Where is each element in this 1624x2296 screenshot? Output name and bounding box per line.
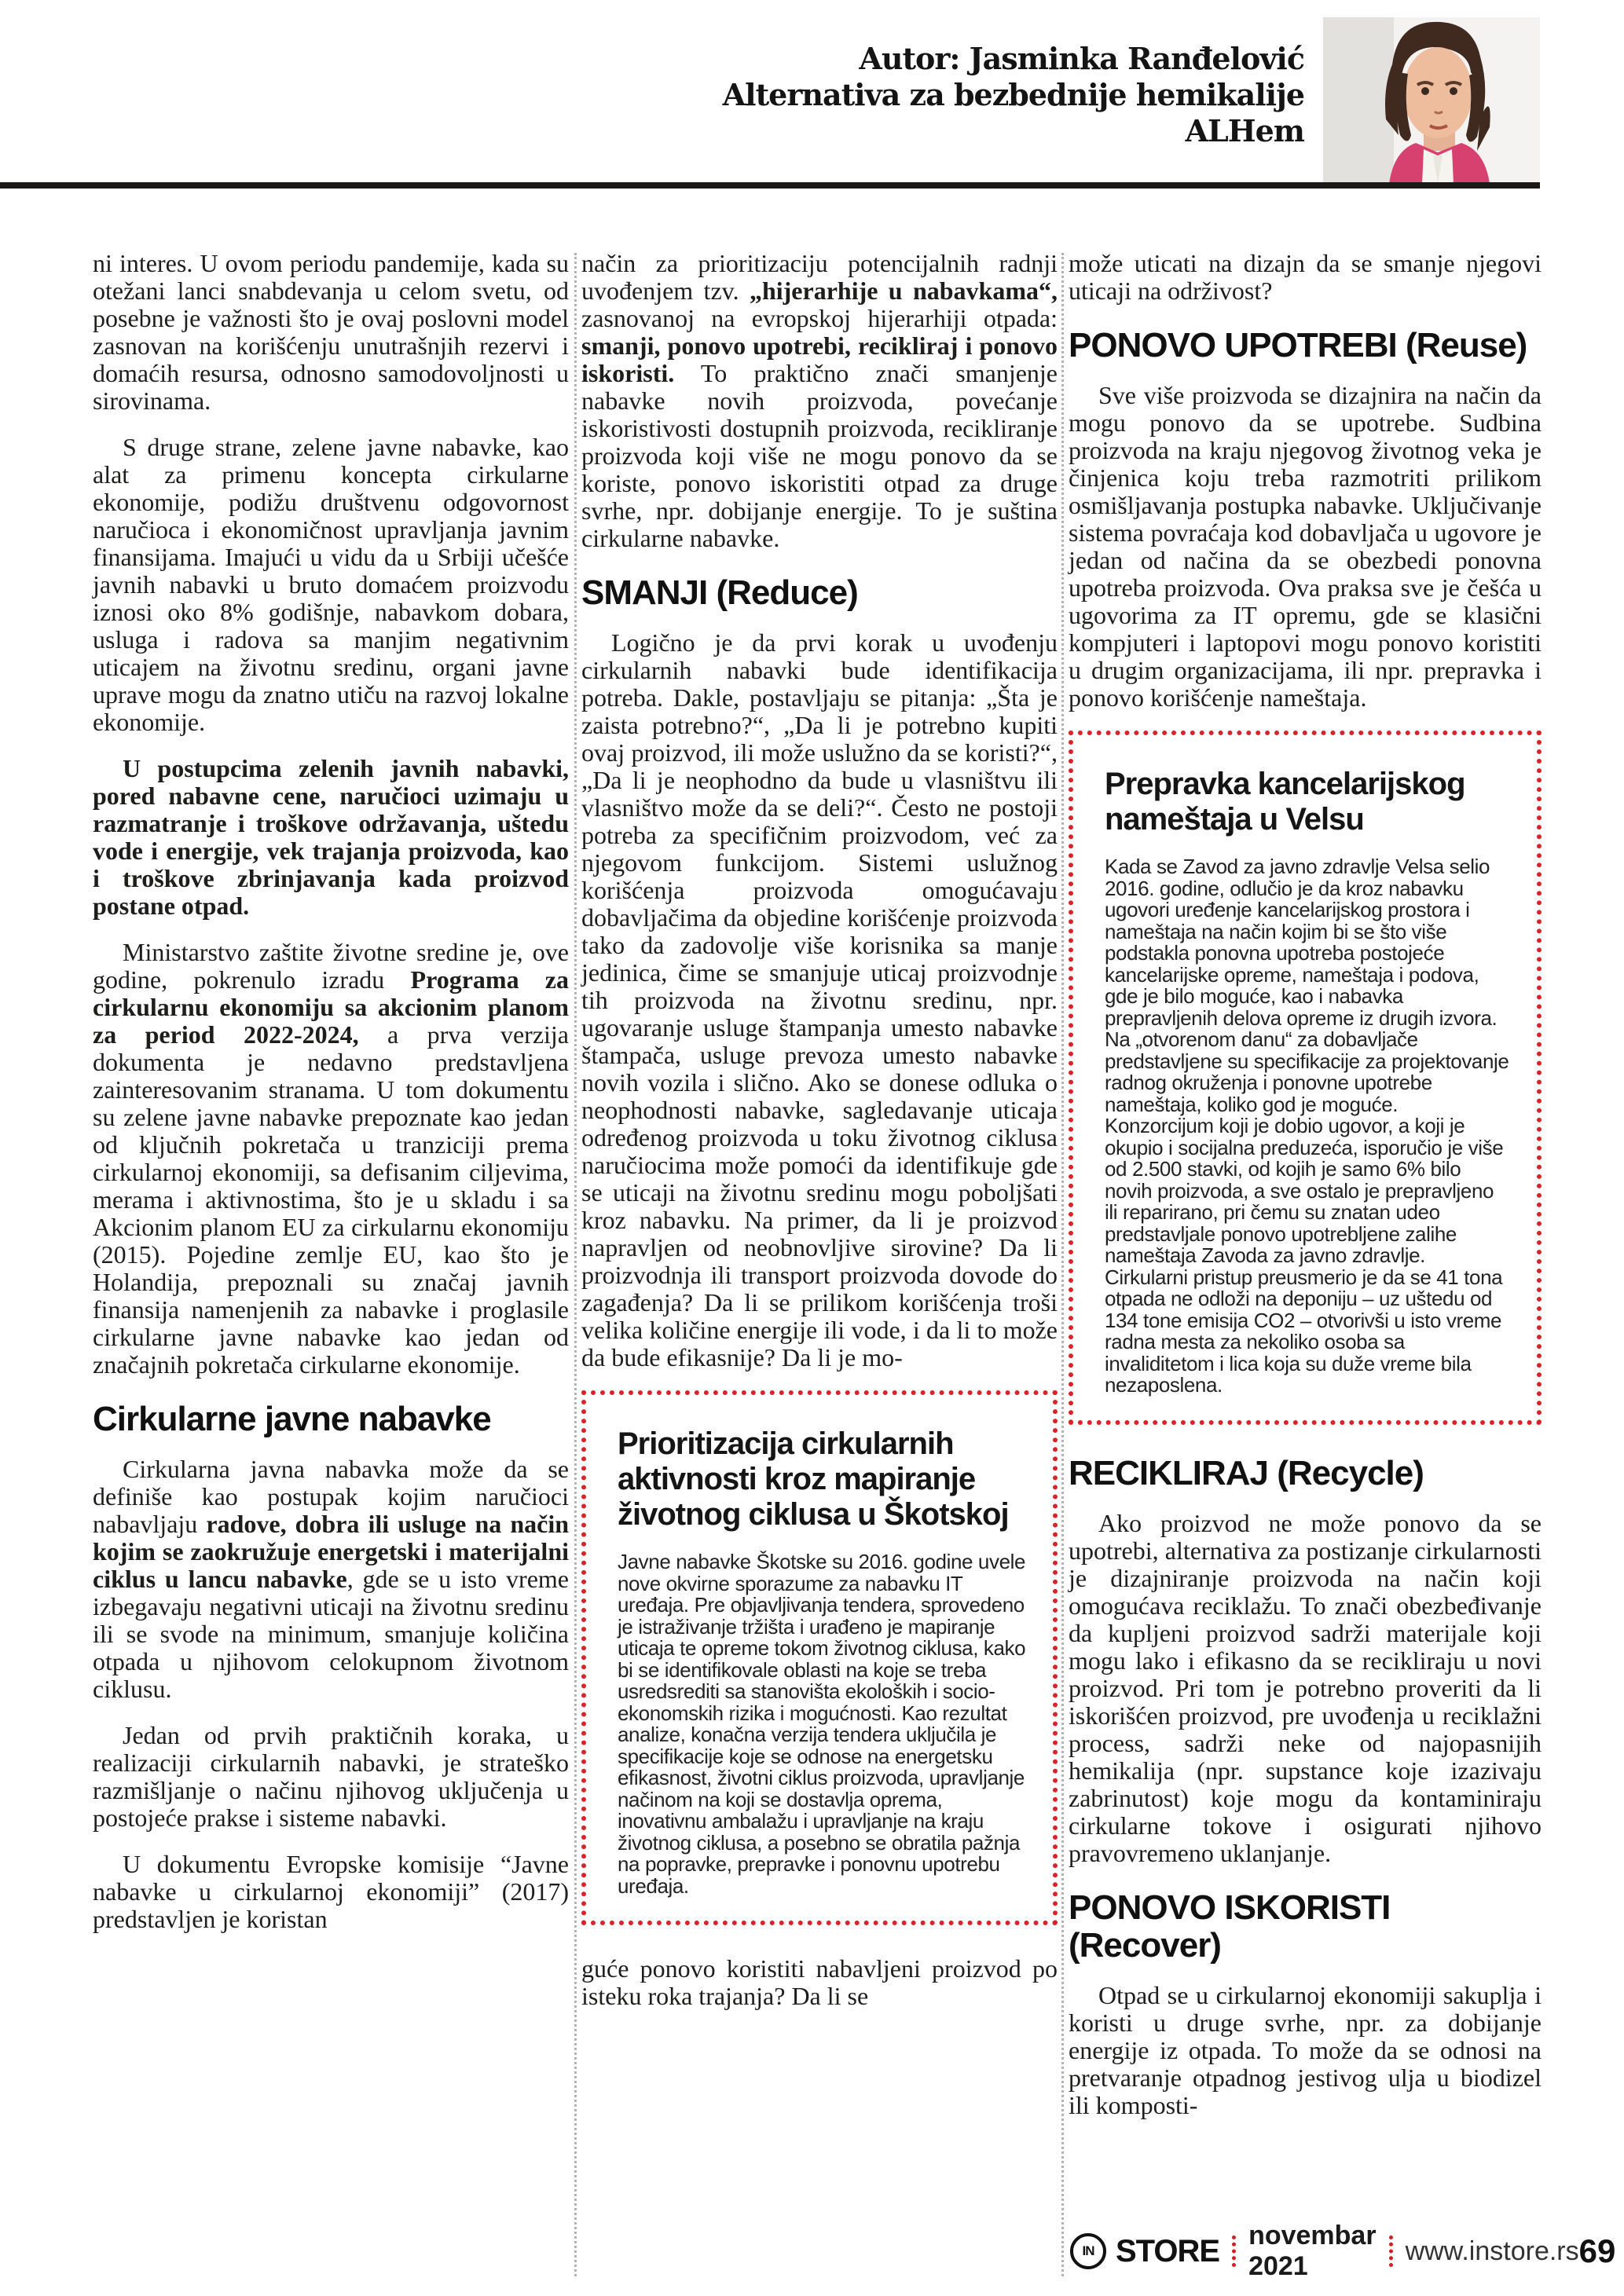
text-run: Sve više proizvoda se dizajnira na način da mogu ponovo da se upotrebe. Sudbina proizvoda na kraju njegovog životnog veka je činjenica koju treba razmotriti prilikom osmišljavanja postupka nabavke. Uključivanje sistema povraćaja kod dobavljača u ugovore je jedan od načina da se obezbedi ponovna upotreba proizvoda. Ova praksa sve je češća u ugovorima za IT opremu, gde se klasični kompjuteri i laptopovi mogu ponovo koristiti u drugim organizacijama, ili npr. prepravka i ponovo korišćenje nameštaja. bbox=[1069, 381, 1542, 712]
case-study-box bbox=[581, 1390, 1058, 1925]
text-run: Logično je da prvi korak u uvođenju cirkularnih nabavki bude identifikacija potreba. Dakle, postavljaju se pitanja: „Šta je zaista potrebno?“, „Da li je potrebno kupiti ovaj proizvod, ili može uslužno da se koristi?“, „Da li je neophodno da bude u vlasništvu ili vlasništvo može da se deli?“. Često ne postoji potreba za specifičnim proizvodom, već za njegovom funkcijom. Sistemi uslužnog korišćenja proizvoda omogućavaju dobavljačima da objedine korišćenje proizvoda tako da zadovolje više korisnika sa manje jedinica, čime se smanjuje uticaj proizvodnje tih proizvoda na životnu sredinu, npr. ugovaranje usluge štampanja umesto nabavke štampača, usluge prevoza umesto nabavke novih vozila i slično. Ako se donese odluka o neophodnosti nabavke, sagledavanje uticaja određenog proizvoda u toku životnog ciklusa naručiocima može pomoći da identifikuje gde se uticaji na životnu sredinu mogu poboljšati kroz nabavku. Na primer, da li je proizvod napravljen od neobnovljive sirovine? Da li proizvodnja ili transport proizvoda dovode do zagađenja? Da li se prilikom korišćenja troši velika količine energije ili vode, i da li to može da bude efikasnije? Da li je mo- bbox=[581, 628, 1058, 1371]
case-study-title: Prioritizacija cirkularnih aktivnosti kroz mapiranje životnog ciklusa u Škotskoj bbox=[618, 1426, 1009, 1532]
bold-text-run: Programa za cirkularnu ekonomiju sa akcionim planom za period 2022-2024, bbox=[93, 965, 570, 1049]
bold-text-run: U postupcima zelenih javnih nabavki, pored nabavne cene, naručioci uzimaju u razmatranje i troškove održavanja, uštedu vode i energije, vek trajanja proizvoda, kao i troškove zbrinjavanja kada proizvod postane otpad. bbox=[93, 754, 569, 920]
text-run: guće ponovo koristiti nabavljeni proizvod po isteku roka trajanja? Da li se bbox=[581, 1954, 1058, 2010]
author-organization: Alternativa za bezbednije hemikalije bbox=[722, 77, 1304, 112]
paragraph bbox=[93, 1722, 569, 1832]
author-org-abbreviation: ALHem bbox=[1185, 113, 1304, 148]
paragraph bbox=[93, 1851, 569, 1933]
instore-logo-icon: IN bbox=[1070, 2233, 1106, 2269]
column-separator bbox=[1061, 253, 1064, 2276]
paragraph bbox=[93, 755, 569, 920]
paragraph bbox=[581, 250, 1058, 552]
text-run: Ministarstvo zaštite životne sredine je, ove godine, pokrenulo izradu bbox=[93, 938, 569, 994]
paragraph bbox=[1069, 250, 1542, 305]
bold-text-run: radove, dobra ili usluge na način kojim se zaokružuje energetski i materijalni ciklus u lancu nabavke bbox=[93, 1510, 570, 1593]
section-heading: RECIKLIRAJ (Recycle) bbox=[1069, 1453, 1424, 1492]
author-name: Autor: Jasminka Ranđelović bbox=[859, 41, 1304, 76]
paragraph bbox=[581, 1955, 1058, 2010]
section-heading: Cirkularne javne nabavke bbox=[93, 1400, 491, 1438]
paragraph bbox=[1069, 1510, 1542, 1867]
page-number: 69 bbox=[1578, 2232, 1616, 2269]
case-study-body: Kada se Zavod za javno zdravlje Velsa selio 2016. godine, odlučio je da kroz nabavku ugovori uređenje kancelarijskog prostora i nameštaja na način kojim bi se što više podstakla ponovna upotreba postojeće kancelarijske opreme, nameštaja i podova, gde je bilo moguće, kao i nabavka prepravljenih delova opreme iz drugih izvora. Na „otvorenom danu“ za dobavljače predstavljene su specifikacije za projektovanje radnog okruženja i ponovne upotrebe nameštaja, koliko god je moguće. Konzorcijum koji je dobio ugovor, a koji je okupio i socijalna preduzeća, isporučio je više od 2.500 stavki, od kojih je samo 6% bilo novih proizvoda, a sve ostalo je prepravljeno ili reparirano, pri čemu su znatan udeo predstavljale ponovo upotrebljene zalihe nameštaja Zavoda za javno zdravlje. Cirkularni pristup preusmerio je da se 41 tona otpada ne odloži na deponiju – uz uštedu od 134 tone emisija CO2 – otvorivši u isto vreme radna mesta za nekoliko osoba sa invaliditetom i lica koja su duže vreme bila nezaposlena. bbox=[1105, 855, 1509, 1397]
bold-text-run: smanji, ponovo upotrebi, recikliraj i ponovo iskoristi. bbox=[581, 331, 1058, 387]
paragraph bbox=[93, 939, 569, 1379]
text-run: S druge strane, zelene javne nabavke, kao alat za primenu koncepta cirkularne ekonomije, podižu društvenu odgovornost naručioca i ekonomičnost upravljanja javnim finansijama. Imajući u vidu da u Srbiji učešće javnih nabavki u bruto domaćem proizvodu iznosi oko 8% godišnje, nabavkom dobara, usluga i radova sa manjim negativnim uticajem na životnu sredinu, organi javne uprave mogu da znatno utiču na razvoj lokalne ekonomije. bbox=[93, 433, 569, 736]
paragraph bbox=[93, 1456, 569, 1703]
author-block bbox=[471, 41, 1304, 149]
footer-separator bbox=[1389, 2236, 1393, 2267]
case-study-title: Prepravka kancelarijskog nameštaja u Velsu bbox=[1105, 767, 1465, 837]
paragraph bbox=[1069, 1982, 1542, 2119]
text-column-3 bbox=[1069, 250, 1542, 2138]
text-run: ni interes. U ovom periodu pandemije, kada su otežani lanci snabdevanja u celom svetu, od posebne je važnosti što je ovaj poslovni model zasnovan na korišćenju unutrašnjih rezervi i domaćih resursa, odnosno samodovoljnosti u sirovinama. bbox=[93, 249, 569, 415]
text-run: zasnovanoj na evropskoj hijerarhiji otpada: bbox=[581, 304, 1058, 332]
section-heading: PONOVO ISKORISTI (Recover) bbox=[1069, 1888, 1391, 1965]
text-run: Cirkularna javna nabavka može da se definiše kao postupak kojim naručioci nabavljaju bbox=[93, 1455, 569, 1538]
case-study-body: Javne nabavke Škotske su 2016. godine uvele nove okvirne sporazume za nabavku IT uređaja. Pre objavljivanja tendera, sprovedeno je istraživanje tržišta i urađeno je mapiranje uticaja te opreme tokom životnog ciklusa, kako bi se identifikovale oblasti na koje se treba usredsrediti sa stanovišta ekoloških i socio-ekonomskih rizika i mogućnosti. Kao rezultat analize, konačna verzija tendera uključila je specifikacije koje se odnose na energetsku efikasnost, životni ciklus proizvoda, upravljanje načinom na koji se dostavlja oprema, inovativnu ambalažu i upravljanje na kraju životnog ciklusa, a posebno se obratila pažnja na popravke, prepravke i ponovnu upotrebu uređaja. bbox=[618, 1550, 1026, 1898]
text-run: može uticati na dizajn da se smanje njegovi uticaji na održivost? bbox=[1069, 249, 1542, 305]
text-run: Otpad se u cirkularnoj ekonomiji sakuplja i koristi u druge svrhe, npr. za dobijanje energije iz otpada. To može da se odnosi na pretvaranje otpadnog jestivog ulja u biodizel ili komposti- bbox=[1069, 1980, 1542, 2119]
paragraph bbox=[93, 434, 569, 736]
text-run: Ako proizvod ne može ponovo da se upotrebi, alternativa za postizanje cirkularnosti je dizajniranje proizvoda na način koji omogućava reciklažu. To znači obezbeđivanje da kupljeni proizvod sadrži materijale koji mogu lako i efikasno da se recikliraju u novi proizvod. Pri tom je potrebno proveriti da li iskorišćen proizvod, pre uvođenja u reciklažni process, sadrži neke od najopasnijih hemikalija (npr. supstance koje izazivaju zabrinutost) koje mogu da kontaminiraju cirkularne tokove i osigurati njihovo pravovremeno uklanjanje. bbox=[1069, 1508, 1542, 1867]
paragraph bbox=[1069, 382, 1542, 712]
paragraph bbox=[581, 629, 1058, 1371]
author-photo bbox=[1323, 17, 1540, 184]
section-heading: SMANJI (Reduce) bbox=[581, 573, 858, 612]
footer-separator bbox=[1232, 2236, 1236, 2267]
case-study-box bbox=[1069, 731, 1542, 1425]
paragraph bbox=[93, 250, 569, 415]
column-separator bbox=[574, 253, 577, 2276]
text-run: Jedan od prvih praktičnih koraka, u realizaciji cirkularnih nabavki, je strateško razmišljanje o načinu njihovog uključenja u postojeće prakse i sisteme nabavki. bbox=[93, 1721, 569, 1832]
page-footer bbox=[1070, 2221, 1616, 2281]
issue-date: novembar 2021 bbox=[1248, 2221, 1377, 2281]
text-column-1 bbox=[93, 250, 569, 1952]
text-column-2 bbox=[581, 250, 1058, 2029]
website-url: www.instore.rs bbox=[1405, 2236, 1579, 2266]
magazine-brand: STORE bbox=[1116, 2233, 1220, 2269]
text-run: način za prioritizaciju potencijalnih radnji uvođenjem tzv. bbox=[581, 249, 1058, 305]
text-run: To praktično znači smanjenje nabavke novih proizvoda, povećanje iskoristivosti dostupnih proizvoda, recikliranje proizvoda koji više ne mogu ponovo da se koriste, ponovo iskoristiti otpad za druge svrhe, npr. dobijanje energije. To je suština cirkularne nabavke. bbox=[581, 359, 1058, 552]
author-photo-image bbox=[1323, 17, 1540, 184]
header-rule bbox=[0, 182, 1540, 189]
bold-text-run: „hijerarhije u nabavkama“, bbox=[749, 276, 1058, 305]
text-run: , gde se u isto vreme izbegavaju negativni uticaji na životnu sredinu ili se svode na minimum, smanjuje količina otpada u njihovom celokupnom životnom ciklusu. bbox=[93, 1565, 570, 1703]
text-run: a prva verzija dokumenta je nedavno predstavljena zainteresovanim stranama. U tom dokumentu su zelene javne nabavke prepoznate kao jedan od ključnih pokretača u tranziciji prema cirkularnoj ekonomiji, sa defisanim ciljevima, merama i aktivnostima, što je u skladu i sa Akcionim planom EU za cirkularnu ekonomiju (2015). Pojedine zemlje EU, kao što je Holandija, prepoznali su značaj javnih finansija namenjenih za nabavke i proglasile cirkularne javne nabavke kao jedan od značajnih pokretača cirkularne ekonomije. bbox=[93, 1020, 570, 1379]
section-heading: PONOVO UPOTREBI (Reuse) bbox=[1069, 326, 1527, 364]
text-run: U dokumentu Evropske komisije “Javne nabavke u cirkularnoj ekonomiji” (2017) predstavljen je koristan bbox=[93, 1850, 569, 1933]
